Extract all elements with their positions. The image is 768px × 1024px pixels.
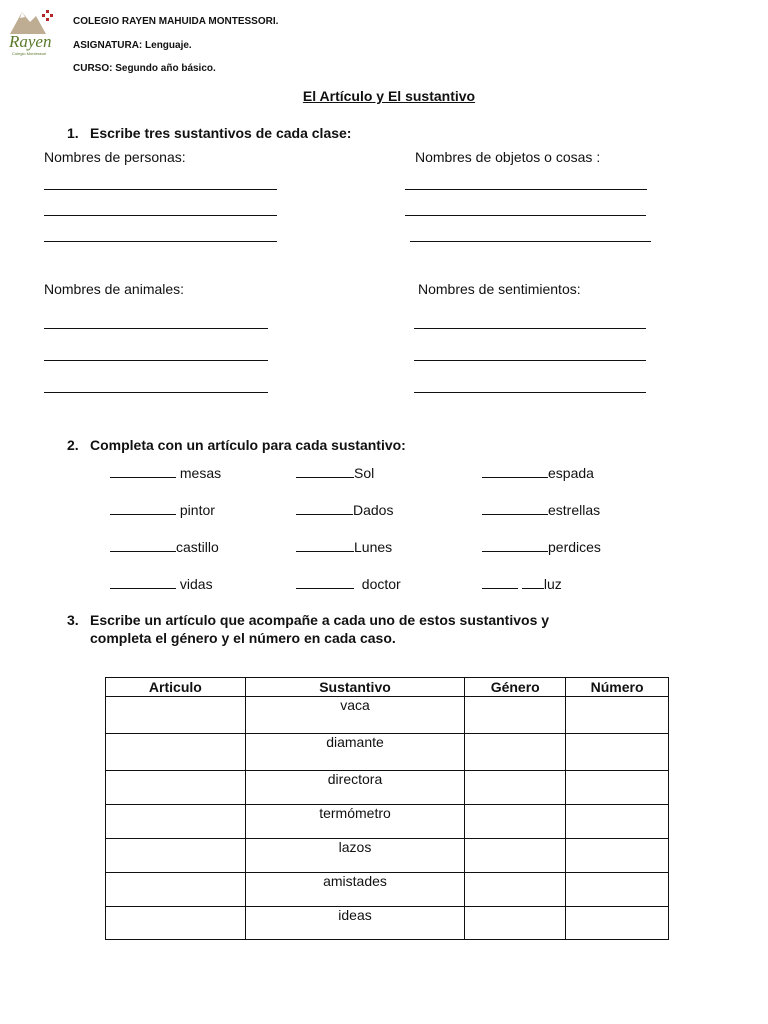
article-cell[interactable] <box>106 873 246 907</box>
article-item <box>482 574 562 592</box>
article-blank[interactable] <box>110 574 176 589</box>
section1-heading: Escribe tres sustantivos de cada clase: <box>90 125 352 141</box>
category-feelings: Nombres de sentimientos: <box>418 281 581 297</box>
course-line: CURSO: Segundo año básico. <box>73 63 216 74</box>
section3-heading-line2: completa el género y el número en cada caso. <box>90 630 396 646</box>
article-item <box>296 537 392 555</box>
article-item <box>110 574 213 592</box>
page-title: El Artículo y El sustantivo <box>302 88 476 104</box>
noun-label: vidas <box>179 576 213 592</box>
noun-label: mesas <box>179 465 222 481</box>
noun-label: estrellas <box>548 502 601 518</box>
table-row <box>106 907 669 940</box>
article-cell[interactable] <box>106 771 246 805</box>
section3-heading-line1: Escribe un artículo que acompañe a cada uno de estos sustantivos y <box>90 612 550 628</box>
section1-number: 1. <box>67 125 79 141</box>
noun-label: Sol <box>354 465 375 481</box>
number-cell[interactable] <box>566 697 669 734</box>
noun-cell: lazos <box>245 839 465 873</box>
column-header-numero: Número <box>566 678 669 697</box>
article-cell[interactable] <box>106 805 246 839</box>
answer-line[interactable] <box>405 189 647 190</box>
answer-line[interactable] <box>44 241 277 242</box>
answer-line[interactable] <box>44 392 268 393</box>
table-header-row <box>106 678 669 697</box>
article-blank[interactable] <box>482 537 548 552</box>
answer-line[interactable] <box>405 215 646 216</box>
noun-label: luz <box>543 576 562 592</box>
noun-label: perdices <box>548 539 601 555</box>
article-blank[interactable] <box>296 574 354 589</box>
gender-cell[interactable] <box>465 771 566 805</box>
article-cell[interactable] <box>106 734 246 771</box>
number-cell[interactable] <box>566 839 669 873</box>
school-name: COLEGIO RAYEN MAHUIDA MONTESSORI. <box>73 16 279 27</box>
number-cell[interactable] <box>566 805 669 839</box>
logo-text: Rayen <box>9 32 52 51</box>
answer-line[interactable] <box>410 241 651 242</box>
noun-label: pintor <box>179 502 215 518</box>
answer-line[interactable] <box>44 328 268 329</box>
column-header-articulo: Articulo <box>106 678 246 697</box>
article-item <box>110 500 215 518</box>
article-blank[interactable] <box>482 500 548 515</box>
article-cell[interactable] <box>106 907 246 940</box>
article-blank[interactable] <box>110 463 176 478</box>
answer-line[interactable] <box>414 360 646 361</box>
grammar-table <box>105 677 669 940</box>
article-item <box>296 500 393 518</box>
table-row <box>106 805 669 839</box>
article-item <box>296 574 401 592</box>
noun-cell: termómetro <box>245 805 465 839</box>
category-people: Nombres de personas: <box>44 149 186 165</box>
gender-cell[interactable] <box>465 734 566 771</box>
article-blank[interactable] <box>482 463 548 478</box>
number-cell[interactable] <box>566 734 669 771</box>
article-item <box>296 463 374 481</box>
answer-line[interactable] <box>414 328 646 329</box>
gender-cell[interactable] <box>465 697 566 734</box>
article-blank[interactable] <box>110 500 176 515</box>
noun-cell: amistades <box>245 873 465 907</box>
subject-line: ASIGNATURA: Lenguaje. <box>73 40 192 51</box>
number-cell[interactable] <box>566 873 669 907</box>
section2-heading: Completa con un artículo para cada sustantivo: <box>90 437 406 453</box>
article-item <box>482 537 601 555</box>
table-row <box>106 734 669 771</box>
article-blank[interactable] <box>482 574 518 589</box>
article-item <box>482 500 600 518</box>
section2-number: 2. <box>67 437 79 453</box>
article-item <box>482 463 594 481</box>
gender-cell[interactable] <box>465 873 566 907</box>
answer-line[interactable] <box>44 360 268 361</box>
noun-label: Dados <box>353 502 394 518</box>
noun-cell: directora <box>245 771 465 805</box>
article-blank[interactable] <box>296 537 354 552</box>
number-cell[interactable] <box>566 907 669 940</box>
noun-cell: vaca <box>245 697 465 734</box>
article-blank[interactable] <box>522 574 544 589</box>
table-row <box>106 697 669 734</box>
article-item <box>110 463 221 481</box>
article-blank[interactable] <box>296 463 354 478</box>
article-blank[interactable] <box>296 500 353 515</box>
column-header-sustantivo: Sustantivo <box>245 678 465 697</box>
article-cell[interactable] <box>106 839 246 873</box>
gender-cell[interactable] <box>465 839 566 873</box>
answer-line[interactable] <box>44 215 277 216</box>
school-logo <box>6 4 62 60</box>
article-cell[interactable] <box>106 697 246 734</box>
mountain-logo-icon <box>6 4 62 60</box>
noun-label: Lunes <box>354 539 393 555</box>
number-cell[interactable] <box>566 771 669 805</box>
column-header-genero: Género <box>465 678 566 697</box>
category-objects: Nombres de objetos o cosas : <box>415 149 601 165</box>
category-animals: Nombres de animales: <box>44 281 185 297</box>
noun-label: doctor <box>361 576 401 592</box>
answer-line[interactable] <box>44 189 277 190</box>
table-row <box>106 839 669 873</box>
noun-label: castillo <box>176 539 219 555</box>
article-blank[interactable] <box>110 537 176 552</box>
gender-cell[interactable] <box>465 907 566 940</box>
noun-cell: diamante <box>245 734 465 771</box>
table-row <box>106 771 669 805</box>
table-row <box>106 873 669 907</box>
answer-line[interactable] <box>414 392 646 393</box>
noun-cell: ideas <box>245 907 465 940</box>
noun-label: espada <box>548 465 594 481</box>
gender-cell[interactable] <box>465 805 566 839</box>
section3-number: 3. <box>67 612 79 628</box>
article-item <box>110 537 219 555</box>
logo-subtext: Colegio Montessori <box>12 51 47 56</box>
